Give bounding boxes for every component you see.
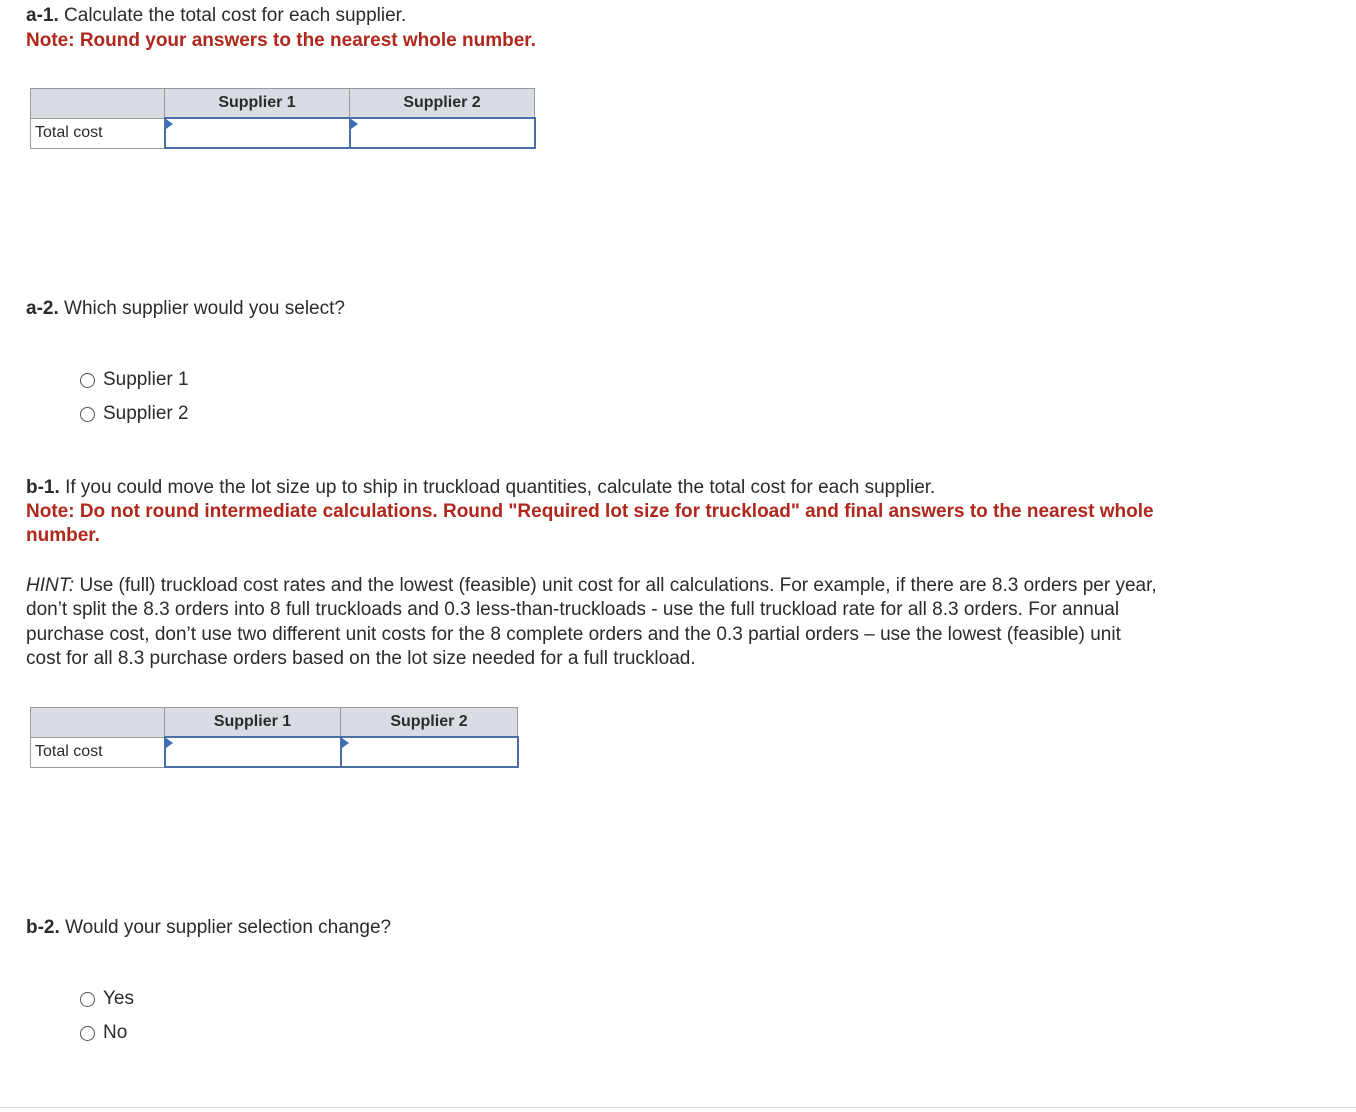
truckload-total-cost-supplier-2-input[interactable] [342,738,517,766]
hint-line-2: don’t split the 8.3 orders into 8 full truckloads and 0.3 less-than-truckloads - use the full truckload rate for all 8.3 orders. For annual [26,599,1120,620]
note-b1-line-2: number. [26,525,100,546]
input-flag-icon [351,119,358,129]
input-flag-icon [342,738,349,748]
radio-label: Supplier 2 [103,403,189,424]
hint-line-1 [26,574,1157,599]
question-a1-label: a-1. [26,5,59,26]
hint-label: HINT: [26,575,75,596]
question-a2-text: Which supplier would you select? [64,298,345,319]
question-a1 [26,4,406,28]
question-b2-label: b-2. [26,917,60,938]
table-header-row [31,708,518,738]
question-b1 [26,476,1336,500]
radio-option-supplier-2[interactable] [80,403,189,425]
question-b1-text: If you could move the lot size up to ship in truckload quantities, calculate the total cost for each supplier. [65,477,936,498]
row-label-total-cost: Total cost [31,737,165,767]
column-header-supplier-1: Supplier 1 [165,708,341,738]
input-flag-icon [166,738,173,748]
question-b2 [26,916,391,940]
radio-circle-icon[interactable] [80,992,95,1007]
hint-text: Use (full) truckload cost rates and the lowest (feasible) unit cost for all calculations. For example, if there are 8.3 orders per year, [79,575,1157,596]
radio-option-yes[interactable] [80,988,134,1010]
answer-table-a1 [30,88,536,149]
radio-circle-icon[interactable] [80,407,95,422]
question-b1-label: b-1. [26,477,60,498]
radio-label: Yes [103,988,134,1009]
column-header-supplier-2: Supplier 2 [341,708,518,738]
total-cost-supplier-2-input[interactable] [351,119,534,147]
answer-cell-supplier-1[interactable] [165,118,350,148]
input-flag-icon [166,119,173,129]
table-row [31,737,518,767]
row-label-total-cost: Total cost [31,118,165,148]
column-header-supplier-1: Supplier 1 [165,89,350,119]
radio-label: No [103,1022,128,1043]
answer-cell-supplier-2[interactable] [341,737,518,767]
answer-table-b1 [30,707,519,768]
question-a1-text: Calculate the total cost for each supplier. [64,5,407,26]
question-a2 [26,297,345,321]
radio-circle-icon[interactable] [80,1026,95,1041]
answer-cell-supplier-1[interactable] [165,737,341,767]
answer-cell-supplier-2[interactable] [350,118,535,148]
question-a2-label: a-2. [26,298,59,319]
radio-label: Supplier 1 [103,369,189,390]
question-b2-text: Would your supplier selection change? [65,917,392,938]
table-header-blank [31,708,165,738]
radio-option-no[interactable] [80,1022,127,1044]
radio-circle-icon[interactable] [80,373,95,388]
note-a1: Note: Round your answers to the nearest whole number. [26,30,536,51]
truckload-total-cost-supplier-1-input[interactable] [166,738,340,766]
column-header-supplier-2: Supplier 2 [350,89,535,119]
divider [0,1107,1356,1108]
note-b1-line-1: Note: Do not round intermediate calculations. Round "Required lot size for truckload" and final answers to the nearest whole [26,501,1154,522]
table-header-blank [31,89,165,119]
hint-line-3: purchase cost, don’t use two different unit costs for the 8 complete orders and the 0.3 partial orders – use the lowest (feasible) unit [26,624,1121,645]
table-header-row [31,89,535,119]
table-row [31,118,535,148]
radio-option-supplier-1[interactable] [80,369,189,391]
total-cost-supplier-1-input[interactable] [166,119,349,147]
hint-line-4: cost for all 8.3 purchase orders based on the lot size needed for a full truckload. [26,648,696,669]
